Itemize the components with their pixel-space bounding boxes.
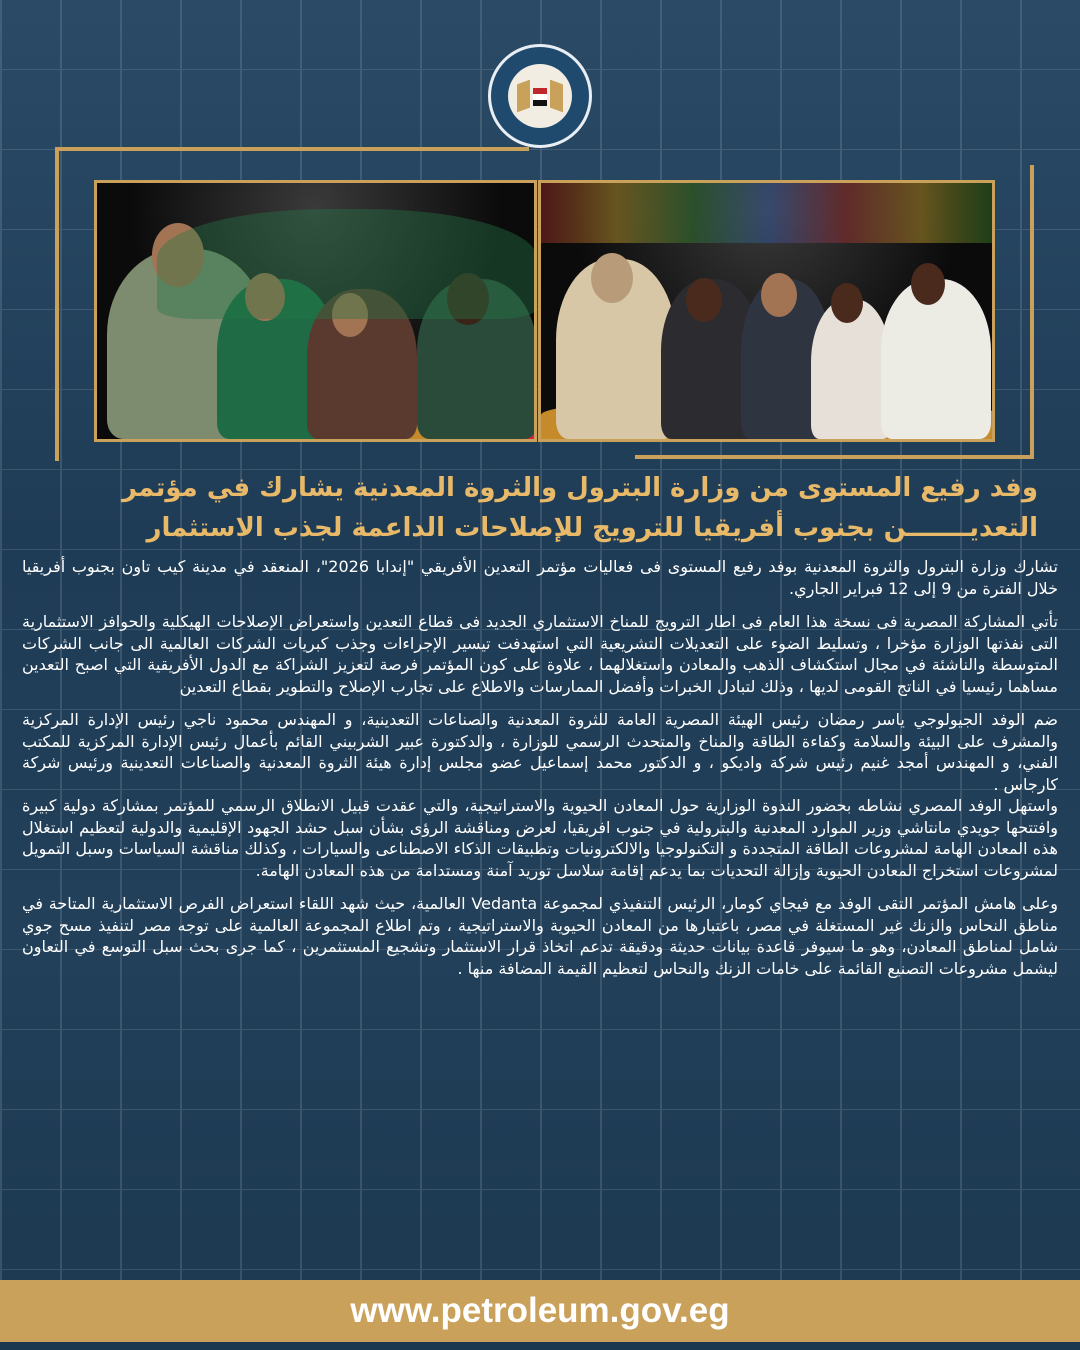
ministry-logo xyxy=(488,44,592,148)
eagle-emblem-icon xyxy=(525,78,555,114)
article-body xyxy=(22,556,1058,991)
paragraph-delegation: ضم الوفد الجيولوجي ياسر رمضان رئيس الهيئة المصرية العامة للثروة المعدنية والصناعات التعدينية، و المهندس محمود ناجي رئيس الإدارة المركزية والمشرف على البيئة والسلامة وكفاءة الطاقة والمناخ والمتحدث الرسمي للوزارة ، والدكتورة عبير الشربيني القائم بأعمال رئيس الإدارة المركزية للمكتب الفني، و المهندس أمجد غنيم رئيس شركة واديكو ، و الدكتور محمد إسماعيل عضو مجلس إدارة هيئة الثروة المعدنية والصناعات التعدينية ورئيس شركة كارجاس . xyxy=(22,710,1058,794)
paragraph-vedanta-meeting: وعلى هامش المؤتمر التقى الوفد مع فيجاي كومار، الرئيس التنفيذي لمجموعة Vedanta العالمية، حيث شهد اللقاء استعراض الفرص الاستثمارية المتاحة في مناطق النحاس والزنك غير المستغلة في مصر، باعتبارها من المعادن الحيوية والاستراتيجية ، وتم اطلاع المجموعة العالمية على توجه مصر لتنفيذ مسح جوي شامل لمناطق المعادن، وهو ما سيوفر قاعدة بيانات حديثة ودقيقة تدعم اتخاذ قرار الاستثمار وتشجيع المستثمرين ، كما جرى بحث سبل التوسع في التعاون ليشمل مشروعات التصنيع القائمة على خامات الزنك والنحاس لتعظيم القيمة المضافة منها . xyxy=(22,894,1058,978)
article-column xyxy=(22,468,1058,1276)
delegation-photo-right xyxy=(538,180,995,442)
paragraph-ministerial-seminar: واستهل الوفد المصري نشاطه بحضور الندوة الوزارية حول المعادن الحيوية والاستراتيجية، والتي عقدت قبيل الانطلاق الرسمي للمؤتمر بمشاركة دولية كبيرة وافتتحها جويدي مانتاشي وزير الموارد المعدنية والبترولية في جنوب افريقيا، لعرض ومناقشة الرؤى بشأن سبل حشد الجهود الإقليمية والدولية لتعظيم استغلال هذه المعادن الهامة لمشروعات الطاقة المتجددة و التكنولوجيا والالكترونيات وتطبيقات الذكاء الاصطناعى والسيارات ، وكذلك مناقشة السياسات وسبل التمويل لمشروعات استخراج المعادن الحيوية وإزالة التحديات بما يدعم إقامة سلاسل توريد آمنة ومستدامة من هذه المعادن الهامة. xyxy=(22,796,1058,880)
paragraph-intro: تشارك وزارة البترول والثروة المعدنية بوفد رفيع المستوى فى فعاليات مؤتمر التعدين الأفريقي "إندابا 2026"، المنعقد في مدينة كيب تاون بجنوب أفريقيا خلال الفترة من 9 إلى 12 فبراير الجاري. xyxy=(22,557,1058,598)
article-title: وفد رفيع المستوى من وزارة البترول والثروة المعدنية يشارك في مؤتمر التعديـــــــن بجنوب أفريقيا للترويج للإصلاحات الداعمة لجذب الاستثمار xyxy=(122,473,1038,543)
bottom-strip xyxy=(0,1342,1080,1350)
paragraph-participation: تأتي المشاركة المصرية فى نسخة هذا العام فى اطار الترويج للمناخ الاستثماري الجديد فى قطاع التعدين واستعراض الإصلاحات الهيكلية والحوافز الاستثمارية التى نفذتها الوزارة مؤخرا ، وتسليط الضوء على التعديلات التشريعية التي استهدفت تيسير الإجراءات وجذب كبريات الشركات العالمية الى جانب الشركات المتوسطة والناشئة في مجال استكشاف الذهب والمعادن واستغلالهما ، علاوة على كون المؤتمر فرصة لتعزيز الشراكة مع الدول الأفريقية التي اصبح التعدين مساهما رئيسيا في الناتج القومى لديها ، وذلك لتبادل الخبرات وأفضل الممارسات والاطلاع على تجارب الإصلاح والتطوير بقطاع التعدين xyxy=(22,612,1058,696)
emblem xyxy=(508,64,572,128)
website-link[interactable]: www.petroleum.gov.eg xyxy=(350,1291,730,1330)
delegation-photo-left xyxy=(94,180,537,442)
footer-bar xyxy=(0,1280,1080,1342)
